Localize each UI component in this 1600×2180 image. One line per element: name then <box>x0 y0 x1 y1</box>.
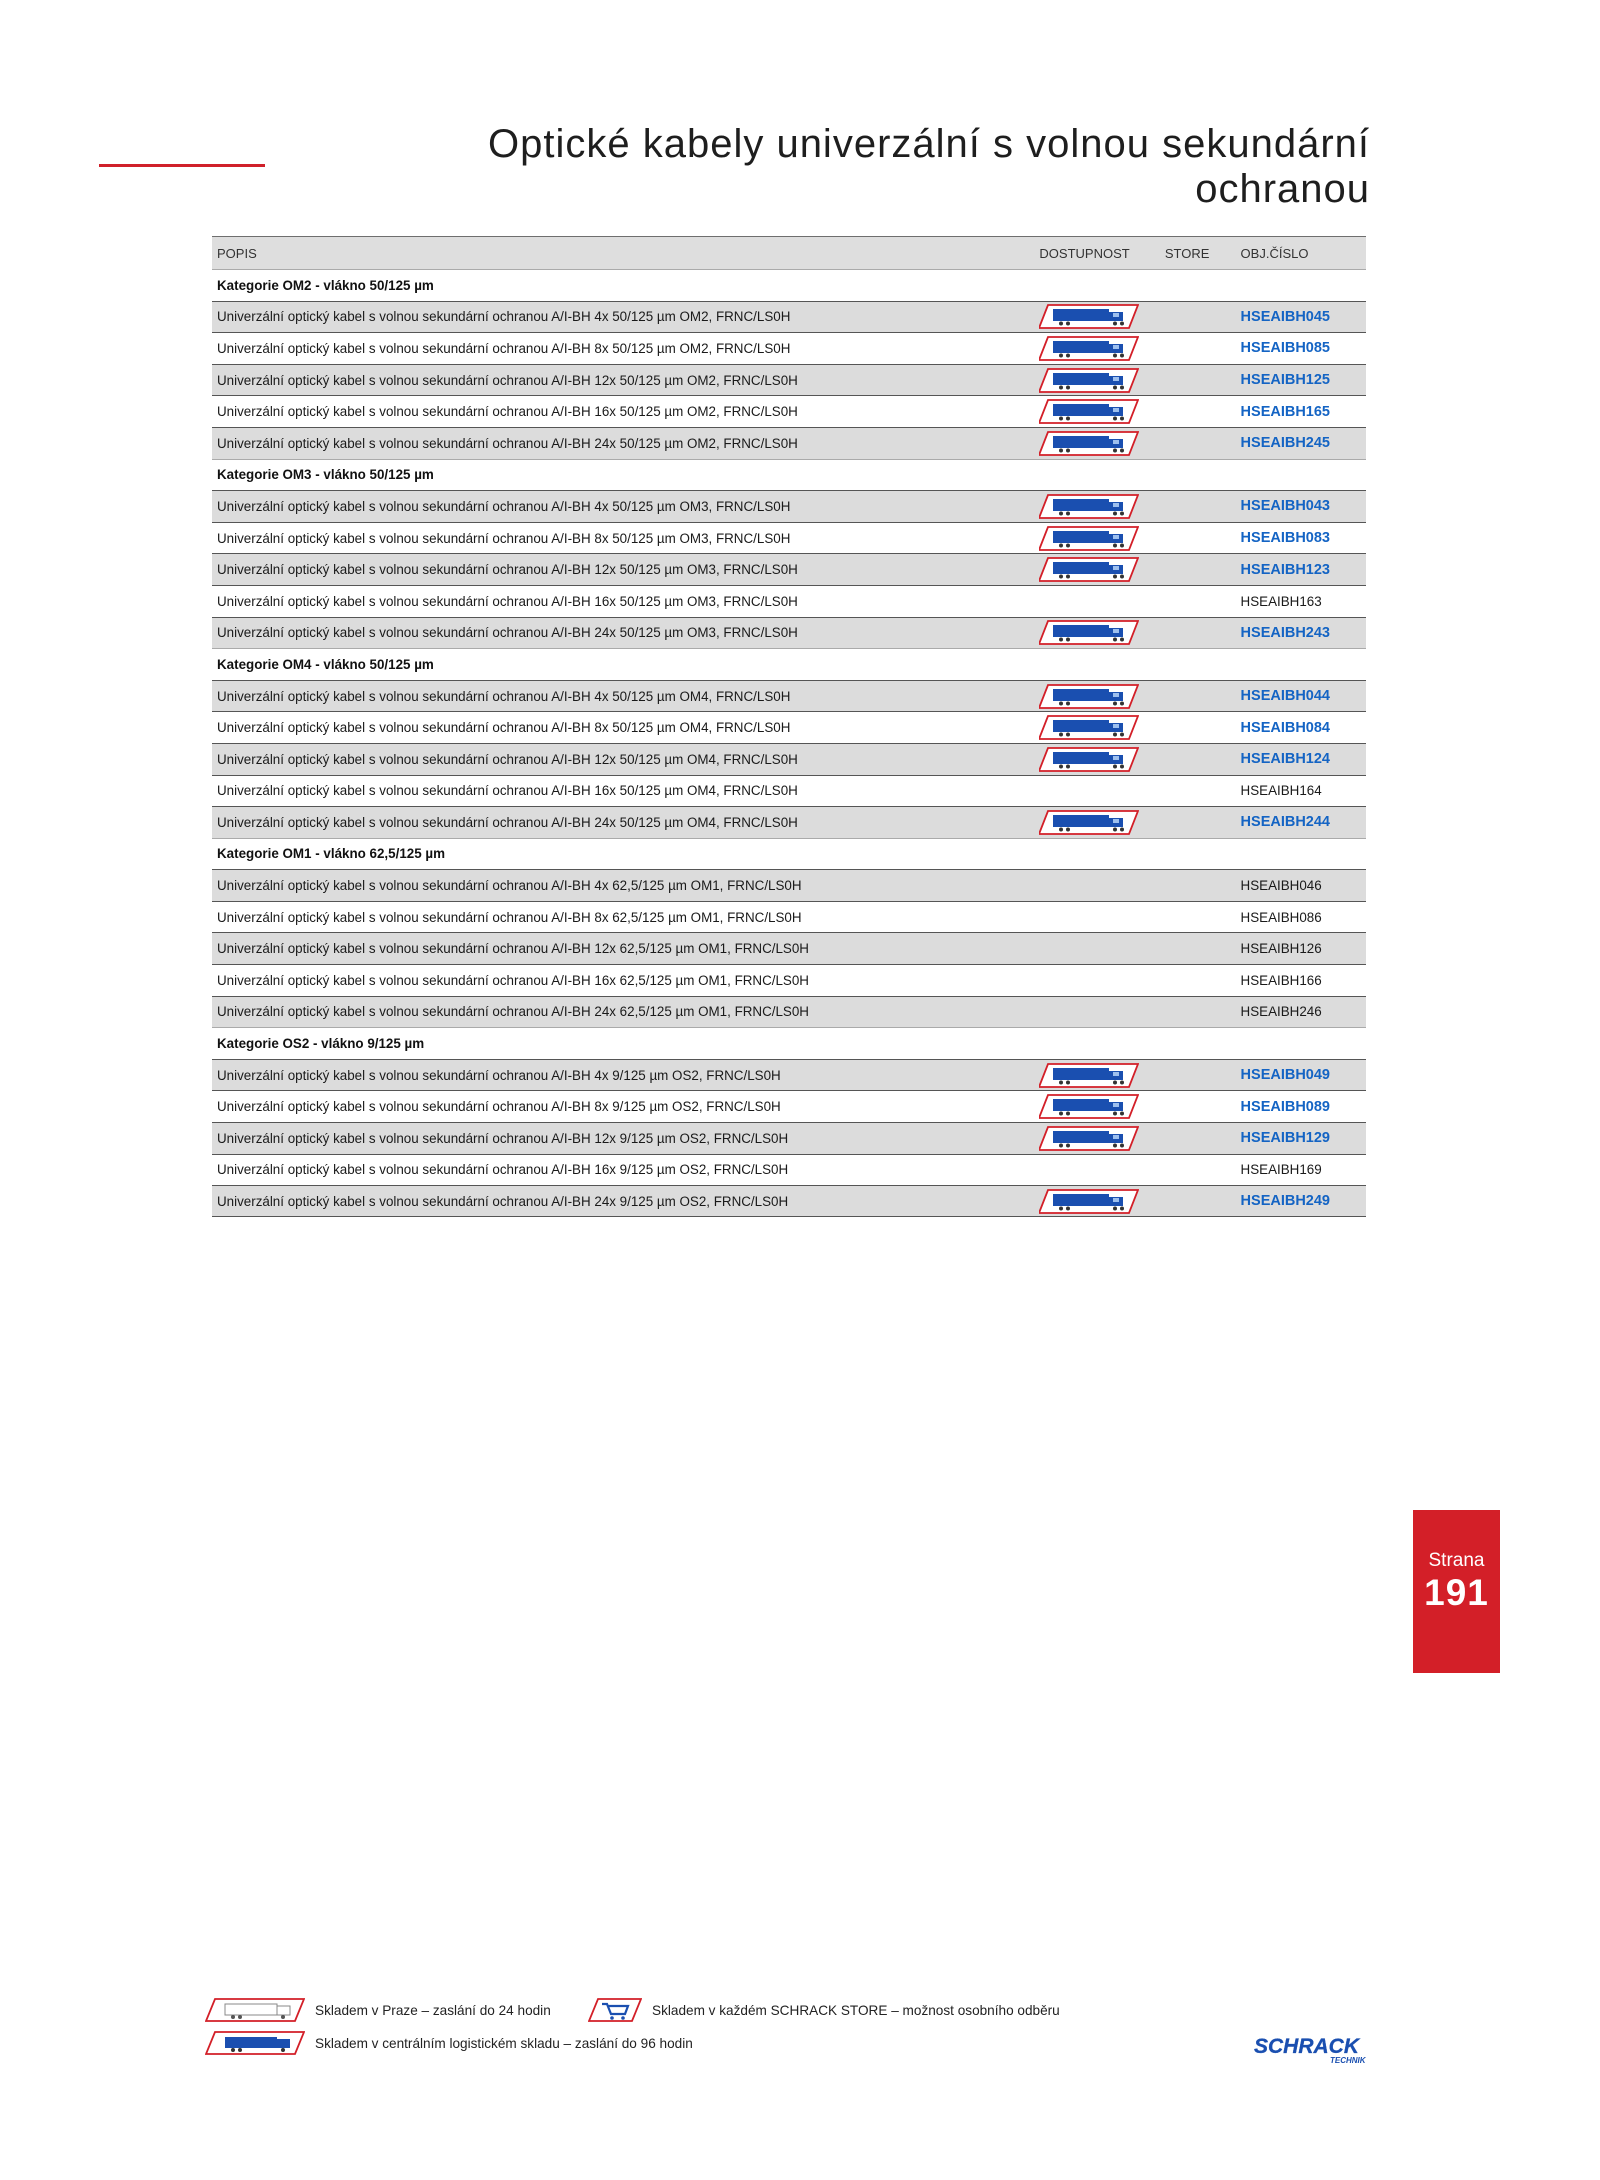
table-row <box>212 301 1366 333</box>
legend-store-text: Skladem v každém SCHRACK STORE – možnost osobního odběru <box>652 2002 1060 2018</box>
product-description: Univerzální optický kabel s volnou sekundární ochranou A/I-BH 4x 62,5/125 µm OM1, FRNC/LS0H <box>217 878 802 894</box>
product-description: Univerzální optický kabel s volnou sekundární ochranou A/I-BH 24x 9/125 µm OS2, FRNC/LS0H <box>217 1193 789 1209</box>
product-description: Univerzální optický kabel s volnou sekundární ochranou A/I-BH 16x 50/125 µm OM3, FRNC/LS0H <box>217 593 798 609</box>
order-code: HSEAIBH126 <box>1240 941 1322 957</box>
order-code[interactable]: HSEAIBH123 <box>1240 561 1330 578</box>
availability-cell <box>1039 556 1164 583</box>
legend-prague <box>205 1996 551 2024</box>
legend-central <box>205 2029 693 2057</box>
availability-cell <box>1039 809 1164 836</box>
product-description: Univerzální optický kabel s volnou sekundární ochranou A/I-BH 16x 9/125 µm OS2, FRNC/LS0H <box>217 1162 789 1178</box>
table-row <box>212 869 1366 901</box>
blue-truck-icon <box>1039 714 1139 741</box>
availability-cell <box>1039 398 1164 425</box>
white-truck-icon <box>205 1996 305 2024</box>
product-description: Univerzální optický kabel s volnou sekundární ochranou A/I-BH 24x 50/125 µm OM2, FRNC/LS0H <box>217 435 798 451</box>
order-code: HSEAIBH086 <box>1240 909 1322 925</box>
order-code[interactable]: HSEAIBH043 <box>1240 498 1330 515</box>
order-code[interactable]: HSEAIBH044 <box>1240 688 1330 705</box>
blue-truck-icon <box>1039 1125 1139 1152</box>
product-description: Univerzální optický kabel s volnou sekundární ochranou A/I-BH 24x 50/125 µm OM3, FRNC/LS0H <box>217 625 798 641</box>
order-code: HSEAIBH163 <box>1240 593 1322 609</box>
table-row <box>212 743 1366 775</box>
header-accent-rule <box>99 164 265 167</box>
product-description: Univerzální optický kabel s volnou sekundární ochranou A/I-BH 12x 62,5/125 µm OM1, FRNC/LS0H <box>217 941 809 957</box>
blue-truck-icon <box>1039 809 1139 836</box>
order-code: HSEAIBH169 <box>1240 1162 1322 1178</box>
category-label: Kategorie OM4 - vlákno 50/125 µm <box>217 656 434 672</box>
order-code: HSEAIBH046 <box>1240 878 1322 894</box>
order-code[interactable]: HSEAIBH243 <box>1240 624 1330 641</box>
availability-cell <box>1039 746 1164 773</box>
blue-truck-icon <box>1039 746 1139 773</box>
table-row <box>212 522 1366 554</box>
logo-subtext: TECHNIK <box>1330 2056 1366 2065</box>
product-description: Univerzální optický kabel s volnou sekundární ochranou A/I-BH 8x 9/125 µm OS2, FRNC/LS0H <box>217 1099 781 1115</box>
table-row <box>212 585 1366 617</box>
product-description: Univerzální optický kabel s volnou sekundární ochranou A/I-BH 16x 62,5/125 µm OM1, FRNC/LS0H <box>217 972 809 988</box>
header-dostupnost: DOSTUPNOST <box>1039 245 1130 261</box>
availability-cell <box>1039 367 1164 394</box>
order-code: HSEAIBH246 <box>1240 1004 1322 1020</box>
table-row <box>212 427 1366 459</box>
product-description: Univerzální optický kabel s volnou sekundární ochranou A/I-BH 8x 50/125 µm OM3, FRNC/LS0H <box>217 530 791 546</box>
page-number-badge <box>1413 1510 1500 1673</box>
table-row <box>212 364 1366 396</box>
product-description: Univerzální optický kabel s volnou sekundární ochranou A/I-BH 8x 62,5/125 µm OM1, FRNC/LS0H <box>217 909 802 925</box>
category-label: Kategorie OM2 - vlákno 50/125 µm <box>217 277 434 293</box>
table-row <box>212 617 1366 649</box>
category-row <box>212 648 1366 680</box>
table-row <box>212 1185 1366 1217</box>
product-description: Univerzální optický kabel s volnou sekundární ochranou A/I-BH 4x 50/125 µm OM3, FRNC/LS0H <box>217 498 791 514</box>
table-row <box>212 395 1366 427</box>
blue-truck-icon <box>1039 683 1139 710</box>
blue-truck-icon <box>1039 556 1139 583</box>
availability-cell <box>1039 683 1164 710</box>
availability-cell <box>1039 1062 1164 1089</box>
availability-cell <box>1039 714 1164 741</box>
product-description: Univerzální optický kabel s volnou sekundární ochranou A/I-BH 12x 50/125 µm OM2, FRNC/LS0H <box>217 372 798 388</box>
page-title: Optické kabely univerzální s volnou sekundární ochranou <box>487 122 1370 211</box>
table-row <box>212 711 1366 743</box>
product-description: Univerzální optický kabel s volnou sekundární ochranou A/I-BH 8x 50/125 µm OM4, FRNC/LS0H <box>217 720 791 736</box>
schrack-logo <box>1250 2033 1378 2072</box>
category-label: Kategorie OM1 - vlákno 62,5/125 µm <box>217 846 446 862</box>
category-label: Kategorie OS2 - vlákno 9/125 µm <box>217 1036 425 1052</box>
order-code[interactable]: HSEAIBH045 <box>1240 308 1330 325</box>
order-code[interactable]: HSEAIBH244 <box>1240 814 1330 831</box>
blue-truck-icon <box>1039 335 1139 362</box>
table-body <box>212 269 1366 1217</box>
order-code[interactable]: HSEAIBH165 <box>1240 403 1330 420</box>
table-row <box>212 490 1366 522</box>
order-code[interactable]: HSEAIBH089 <box>1240 1098 1330 1115</box>
availability-cell <box>1039 335 1164 362</box>
blue-truck-icon <box>1039 493 1139 520</box>
availability-cell <box>1039 303 1164 330</box>
logo-wordmark: SCHRACK <box>1254 2035 1359 2058</box>
product-description: Univerzální optický kabel s volnou sekundární ochranou A/I-BH 12x 50/125 µm OM4, FRNC/LS0H <box>217 751 798 767</box>
header-obj-cislo: OBJ.ČÍSLO <box>1240 245 1309 261</box>
category-row <box>212 459 1366 491</box>
blue-truck-icon <box>205 2029 305 2057</box>
blue-truck-icon <box>1039 367 1139 394</box>
legend-prague-text: Skladem v Praze – zaslání do 24 hodin <box>315 2002 551 2018</box>
table-row <box>212 806 1366 838</box>
blue-truck-icon <box>1039 1093 1139 1120</box>
availability-cell <box>1039 1188 1164 1215</box>
table-row <box>212 1090 1366 1122</box>
table-row <box>212 1122 1366 1154</box>
table-row <box>212 964 1366 996</box>
table-row <box>212 775 1366 807</box>
availability-cell <box>1039 430 1164 457</box>
product-description: Univerzální optický kabel s volnou sekundární ochranou A/I-BH 24x 50/125 µm OM4, FRNC/LS0H <box>217 814 798 830</box>
table-row <box>212 1154 1366 1186</box>
page-number: 191 <box>1424 1572 1489 1613</box>
product-table <box>212 236 1366 1217</box>
product-description: Univerzální optický kabel s volnou sekundární ochranou A/I-BH 8x 50/125 µm OM2, FRNC/LS0H <box>217 340 791 356</box>
blue-truck-icon <box>1039 303 1139 330</box>
table-row <box>212 553 1366 585</box>
legend-central-text: Skladem v centrálním logistickém skladu – zaslání do 96 hodin <box>315 2035 693 2051</box>
blue-truck-icon <box>1039 525 1139 552</box>
table-row <box>212 996 1366 1028</box>
product-description: Univerzální optický kabel s volnou sekundární ochranou A/I-BH 4x 50/125 µm OM4, FRNC/LS0H <box>217 688 791 704</box>
blue-truck-icon <box>1039 619 1139 646</box>
shopping-cart-icon <box>588 1996 642 2024</box>
product-description: Univerzální optický kabel s volnou sekundární ochranou A/I-BH 16x 50/125 µm OM2, FRNC/LS0H <box>217 404 798 420</box>
availability-cell <box>1039 525 1164 552</box>
category-row <box>212 838 1366 870</box>
table-row <box>212 932 1366 964</box>
category-row <box>212 269 1366 301</box>
table-row <box>212 901 1366 933</box>
product-description: Univerzální optický kabel s volnou sekundární ochranou A/I-BH 12x 9/125 µm OS2, FRNC/LS0H <box>217 1130 789 1146</box>
product-description: Univerzální optický kabel s volnou sekundární ochranou A/I-BH 12x 50/125 µm OM3, FRNC/LS0H <box>217 562 798 578</box>
table-row <box>212 680 1366 712</box>
blue-truck-icon <box>1039 398 1139 425</box>
order-code[interactable]: HSEAIBH085 <box>1240 340 1330 357</box>
order-code[interactable]: HSEAIBH245 <box>1240 435 1330 452</box>
order-code: HSEAIBH166 <box>1240 972 1322 988</box>
page-label: Strana <box>1428 1550 1485 1571</box>
order-code[interactable]: HSEAIBH084 <box>1240 719 1330 736</box>
availability-cell <box>1039 1093 1164 1120</box>
table-row <box>212 332 1366 364</box>
availability-cell <box>1039 619 1164 646</box>
legend-store <box>588 1996 1060 2024</box>
category-row <box>212 1027 1366 1059</box>
product-description: Univerzální optický kabel s volnou sekundární ochranou A/I-BH 4x 9/125 µm OS2, FRNC/LS0H <box>217 1067 781 1083</box>
order-code[interactable]: HSEAIBH083 <box>1240 530 1330 547</box>
blue-truck-icon <box>1039 430 1139 457</box>
availability-cell <box>1039 493 1164 520</box>
order-code: HSEAIBH164 <box>1240 783 1322 799</box>
category-label: Kategorie OM3 - vlákno 50/125 µm <box>217 467 434 483</box>
table-header <box>212 236 1366 269</box>
order-code[interactable]: HSEAIBH249 <box>1240 1193 1330 1210</box>
table-row <box>212 1059 1366 1091</box>
product-description: Univerzální optický kabel s volnou sekundární ochranou A/I-BH 16x 50/125 µm OM4, FRNC/LS0H <box>217 783 798 799</box>
blue-truck-icon <box>1039 1188 1139 1215</box>
availability-cell <box>1039 1125 1164 1152</box>
order-code[interactable]: HSEAIBH125 <box>1240 372 1330 389</box>
header-popis: POPIS <box>217 245 257 261</box>
blue-truck-icon <box>1039 1062 1139 1089</box>
order-code[interactable]: HSEAIBH124 <box>1240 751 1330 768</box>
product-description: Univerzální optický kabel s volnou sekundární ochranou A/I-BH 4x 50/125 µm OM2, FRNC/LS0H <box>217 309 791 325</box>
product-description: Univerzální optický kabel s volnou sekundární ochranou A/I-BH 24x 62,5/125 µm OM1, FRNC/LS0H <box>217 1004 809 1020</box>
order-code[interactable]: HSEAIBH129 <box>1240 1130 1330 1147</box>
header-store: STORE <box>1164 245 1210 261</box>
order-code[interactable]: HSEAIBH049 <box>1240 1067 1330 1084</box>
